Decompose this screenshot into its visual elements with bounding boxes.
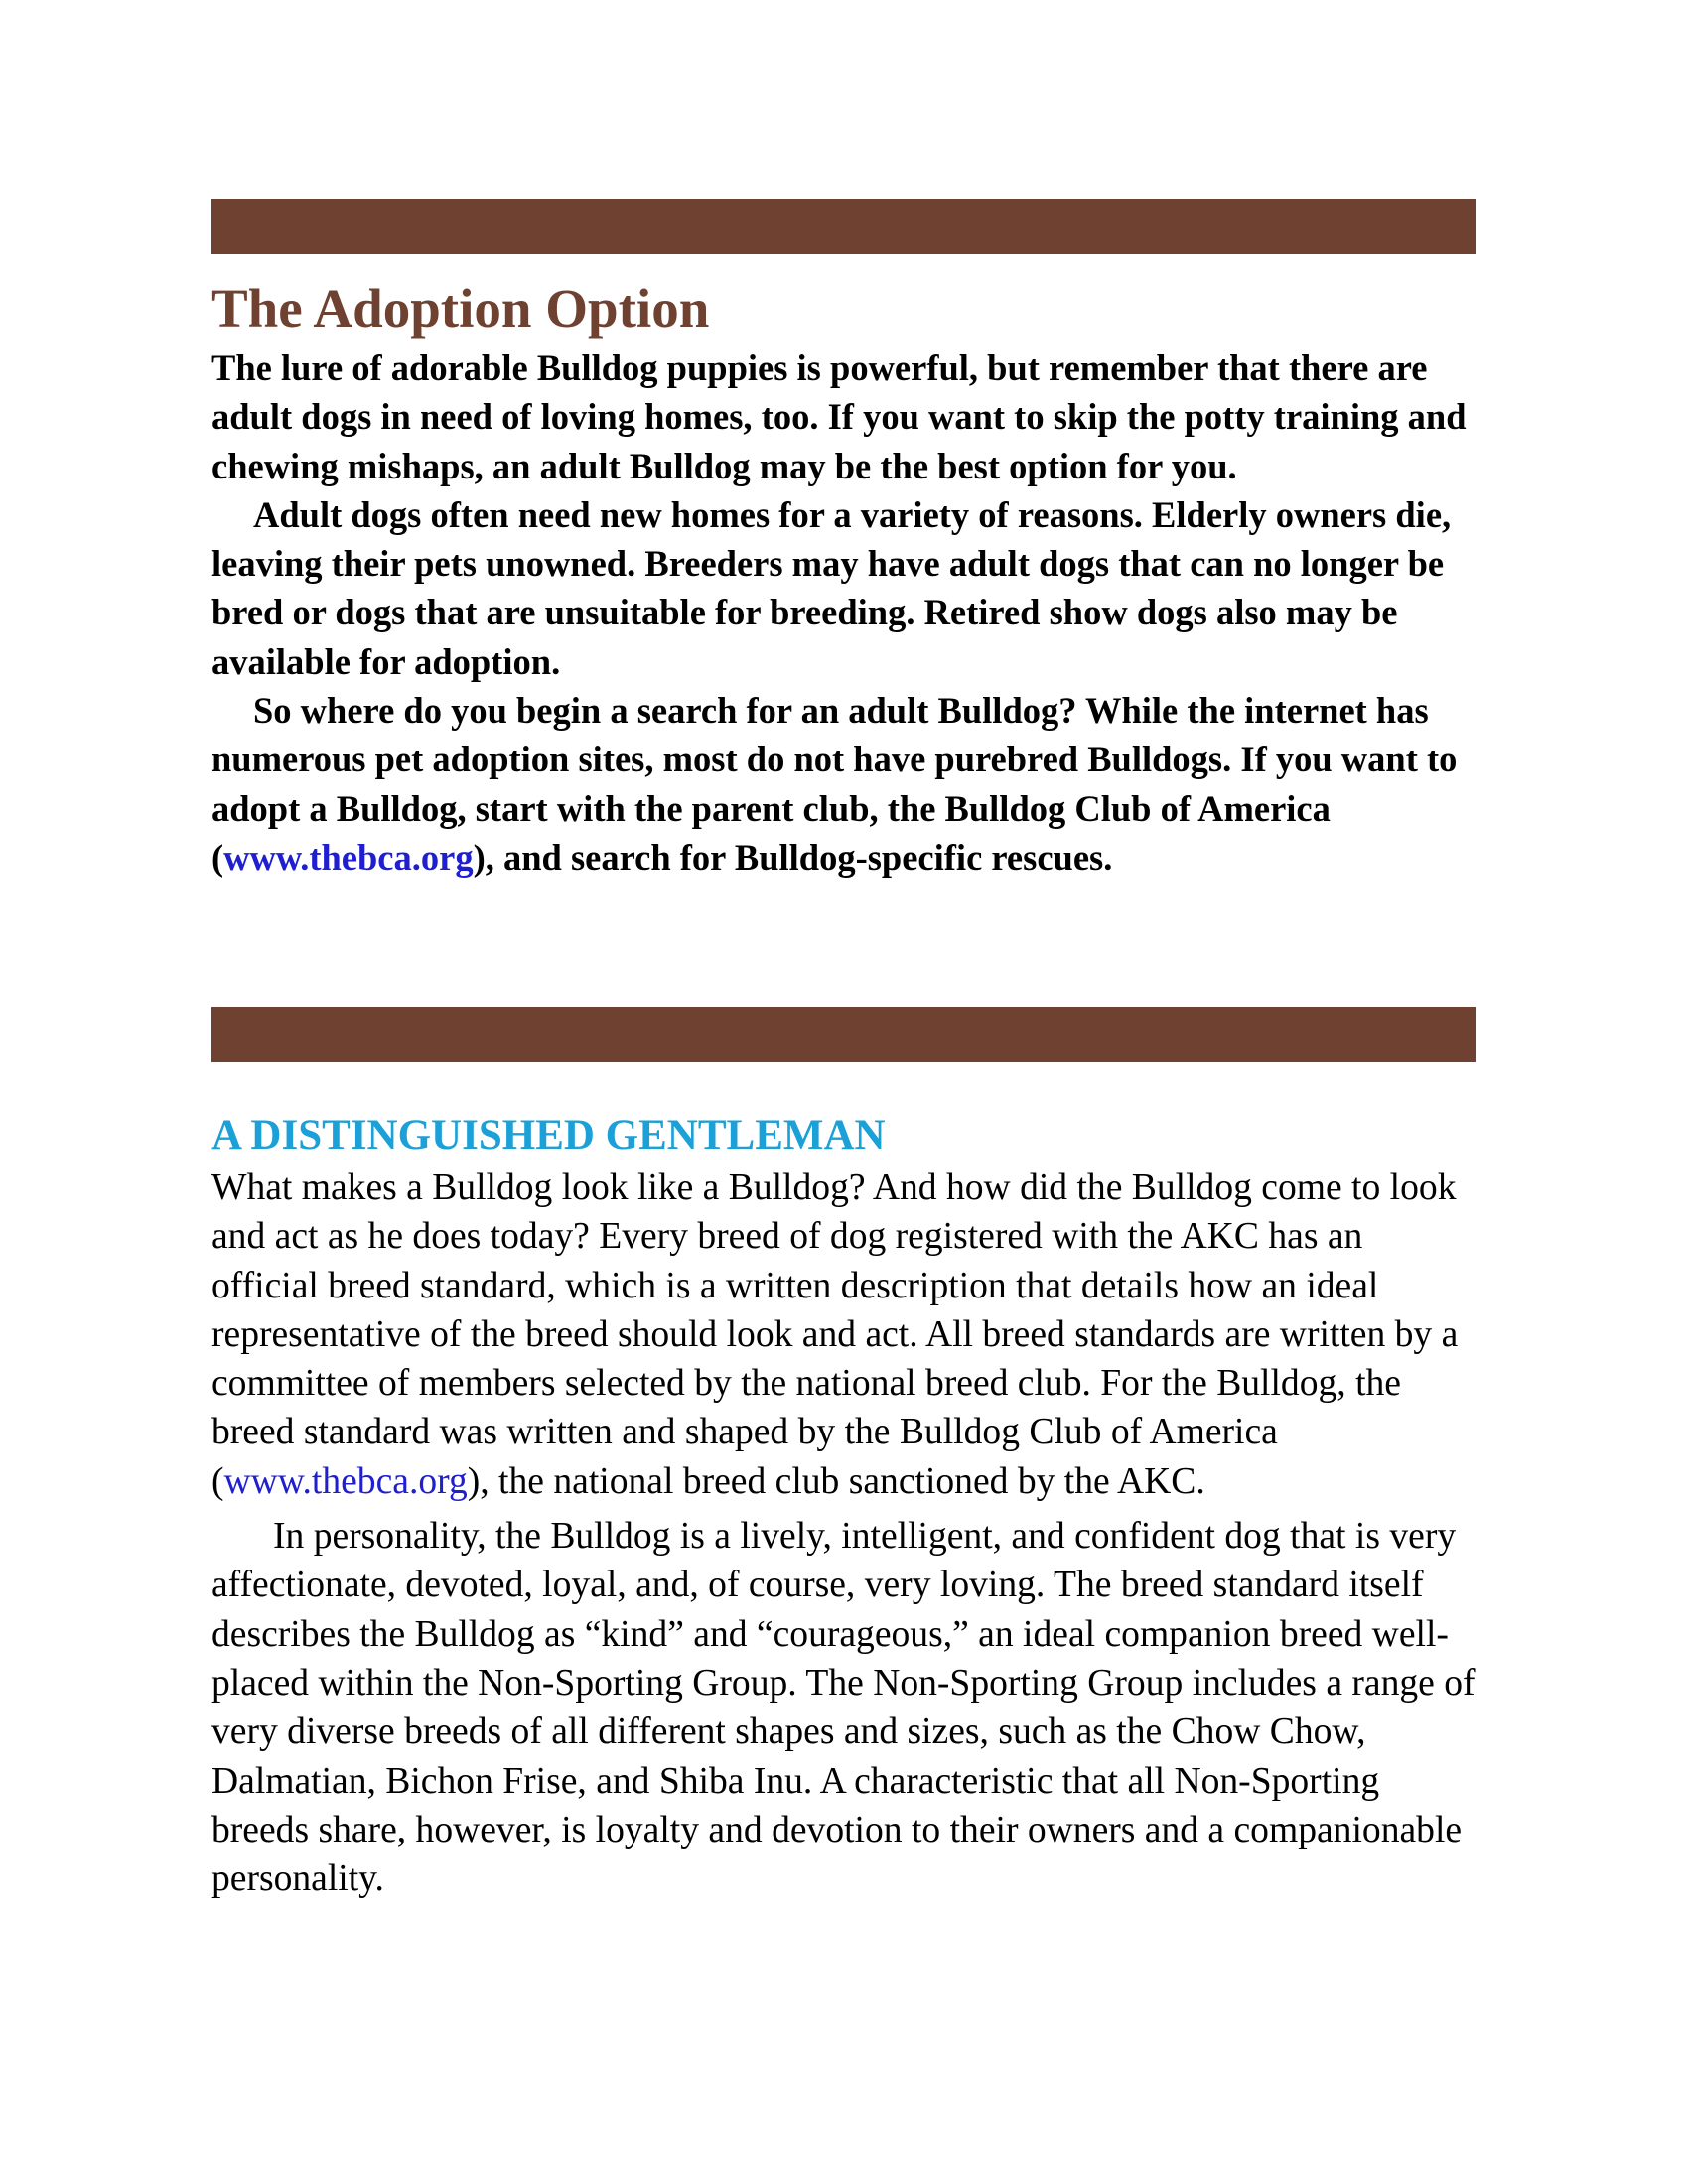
section-paragraph-1-text-start: What makes a Bulldog look like a Bulldog? And how did the Bulldog come to look and act as he does today? Every breed of dog registered with the AKC has an official breed standard, which is a written description that details how an ideal representative of the breed should look and act. All breed standards are written by a committee of members selected by the national breed club. For the Bulldog, the breed standard was written and shaped by the Bulldog Club of America ( (211, 1167, 1459, 1502)
sidebar-paragraph-3-text-end: ), and search for Bulldog-specific rescues. (473, 836, 1113, 878)
sidebar-paragraph-2: Adult dogs often need new homes for a variety of reasons. Elderly owners die, leaving their pets unowned. Breeders may have adult dogs that can no longer be bred or dogs that are unsuitable for breeding. Retired show dogs also may be available for adoption. (211, 493, 1452, 682)
section-paragraph-2: In personality, the Bulldog is a lively, intelligent, and confident dog that is very affectionate, devoted, loyal, and, of course, very loving. The breed standard itself describes the Bulldog as “kind” and “courageous,” an ideal companion breed well-placed within the Non-Sporting Group. The Non-Sporting Group includes a range of very diverse breeds of all different shapes and sizes, such as the Chow Chow, Dalmatian, Bichon Frise, and Shiba Inu. A characteristic that all Non-Sporting breeds share, however, is loyalty and devotion to their owners and a companionable personality. (211, 1516, 1476, 1900)
section-paragraph-1-text-end: ), the national breed club sanctioned by the AKC. (467, 1460, 1205, 1502)
sidebar-title: The Adoption Option (211, 278, 710, 339)
sidebar-top-bar (211, 199, 1476, 254)
adoption-sidebar (211, 274, 1477, 882)
sidebar-paragraph-1: The lure of adorable Bulldog puppies is powerful, but remember that there are adult dogs in need of loving homes, too. If you want to skip the potty training and chewing mishaps, an adult Bulldog may be the best option for you. (211, 347, 1467, 486)
sidebar-paragraph-3 (211, 686, 1477, 882)
section-heading: A DISTINGUISHED GENTLEMAN (211, 1112, 886, 1159)
sidebar-paragraph-3-text-start: So where do you begin a search for an adult Bulldog? While the internet has numerous pet adoption sites, most do not have purebred Bulldogs. If you want to adopt a Bulldog, start with the parent club, the Bulldog Club of America ( (211, 690, 1458, 878)
section-paragraph-1 (211, 1163, 1477, 1506)
sidebar-bottom-bar (211, 1007, 1476, 1062)
bca-link[interactable]: www.thebca.org (223, 836, 474, 878)
distinguished-gentleman-section (211, 1108, 1477, 1903)
bca-link-2[interactable]: www.thebca.org (223, 1460, 468, 1502)
